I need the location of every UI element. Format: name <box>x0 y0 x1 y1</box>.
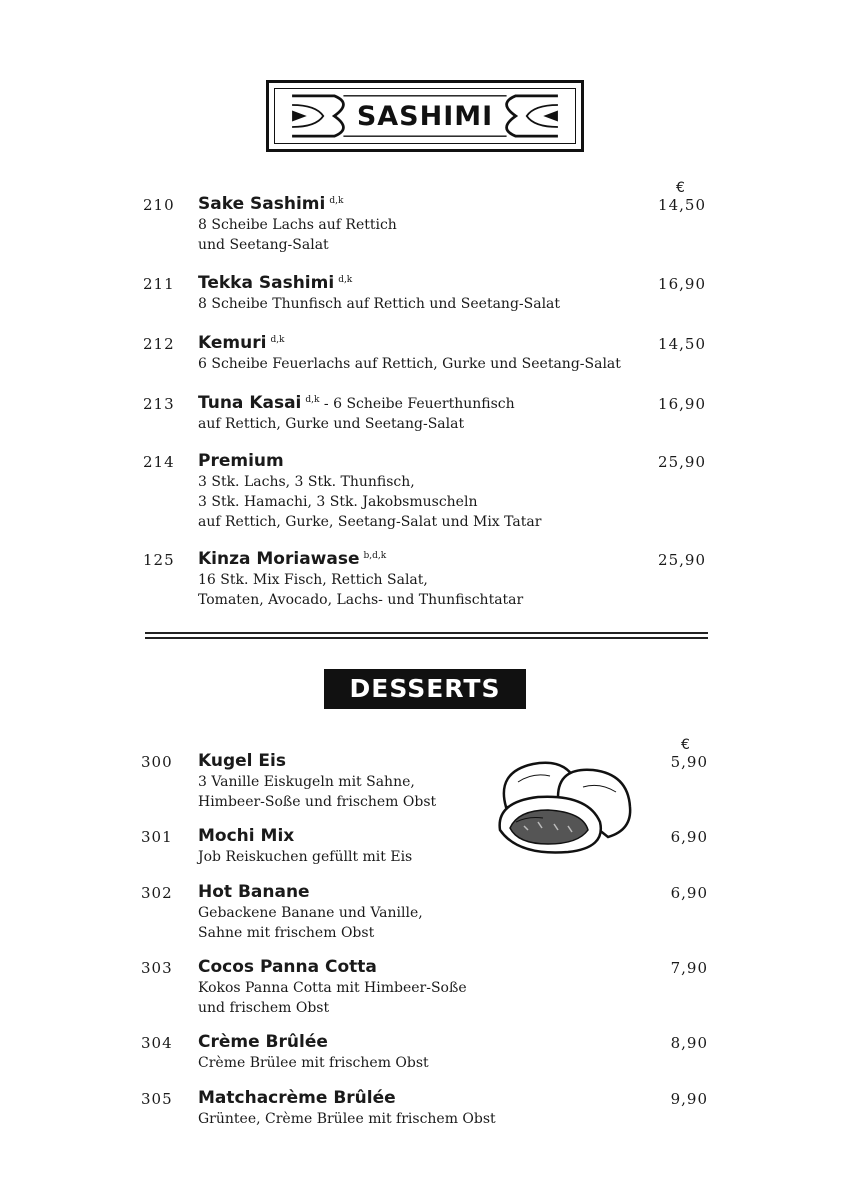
item-inline-description: - 6 Scheibe Feuerthunfisch <box>323 396 515 412</box>
item-price: 7,90 <box>670 959 708 977</box>
description-line: auf Rettich, Gurke, Seetang-Salat und Mix Tatar <box>198 514 542 530</box>
item-name-text: Matchacrème Brûlée <box>198 1088 396 1108</box>
item-price: 8,90 <box>670 1034 708 1052</box>
item-name <box>198 751 286 771</box>
item-price: 16,90 <box>658 395 706 413</box>
item-name <box>198 1032 328 1052</box>
item-number: 301 <box>141 828 173 846</box>
item-name <box>198 393 515 413</box>
item-description <box>198 978 467 1018</box>
sashimi-currency: € <box>676 180 685 196</box>
item-name-text: Kemuri <box>198 333 267 353</box>
item-name <box>198 194 343 214</box>
item-name-text: Cocos Panna Cotta <box>198 957 377 977</box>
item-name-text: Kinza Moriawase <box>198 549 360 569</box>
item-number: 212 <box>143 335 175 353</box>
description-line: Kokos Panna Cotta mit Himbeer-Soße <box>198 980 467 996</box>
item-name <box>198 826 294 846</box>
description-line: Sahne mit frischem Obst <box>198 925 375 941</box>
section-divider-bottom <box>145 637 708 639</box>
allergen-codes: b,d,k <box>363 551 387 561</box>
item-number: 300 <box>141 753 173 771</box>
description-line: Grüntee, Crème Brülee mit frischem Obst <box>198 1111 496 1127</box>
item-description <box>198 772 436 812</box>
item-name-text: Mochi Mix <box>198 826 295 846</box>
item-price: 14,50 <box>658 335 706 353</box>
desserts-currency: € <box>681 737 690 753</box>
description-line: Gebackene Banane und Vanille, <box>198 905 423 921</box>
description-line: 3 Stk. Hamachi, 3 Stk. Jakobsmuscheln <box>198 494 478 510</box>
item-name <box>198 882 310 902</box>
item-number: 214 <box>143 453 175 471</box>
description-line: 6 Scheibe Feuerlachs auf Rettich, Gurke und Seetang-Salat <box>198 356 621 372</box>
item-number: 213 <box>143 395 175 413</box>
item-number: 303 <box>141 959 173 977</box>
item-number: 305 <box>141 1090 173 1108</box>
item-number: 302 <box>141 884 173 902</box>
item-price: 14,50 <box>658 196 706 214</box>
item-description <box>198 215 397 255</box>
item-name <box>198 273 352 293</box>
item-description <box>198 472 541 532</box>
item-number: 304 <box>141 1034 173 1052</box>
description-line: 8 Scheibe Lachs auf Rettich <box>198 217 397 233</box>
item-description <box>198 847 412 867</box>
item-price: 25,90 <box>658 453 706 471</box>
allergen-codes: d,k <box>338 275 353 285</box>
description-line: 3 Vanille Eiskugeln mit Sahne, <box>198 774 415 790</box>
item-price: 25,90 <box>658 551 706 569</box>
item-description <box>198 354 621 374</box>
item-description <box>198 294 560 314</box>
item-description <box>198 903 423 943</box>
item-name-text: Hot Banane <box>198 882 310 902</box>
allergen-codes: d,k <box>305 395 320 405</box>
description-line: auf Rettich, Gurke und Seetang-Salat <box>198 416 465 432</box>
item-price: 6,90 <box>670 884 708 902</box>
item-name <box>198 549 386 569</box>
description-line: 8 Scheibe Thunfisch auf Rettich und Seetang-Salat <box>198 296 561 312</box>
item-price: 5,90 <box>670 753 708 771</box>
item-number: 125 <box>143 551 175 569</box>
item-name-text: Tekka Sashimi <box>198 273 335 293</box>
item-name <box>198 333 285 353</box>
item-number: 210 <box>143 196 175 214</box>
item-description <box>198 414 464 434</box>
item-price: 6,90 <box>670 828 708 846</box>
sashimi-banner <box>266 80 584 152</box>
allergen-codes: d,k <box>329 196 344 206</box>
item-name <box>198 1088 396 1108</box>
item-name <box>198 957 377 977</box>
item-name-text: Sake Sashimi <box>198 194 326 214</box>
item-description <box>198 1109 496 1129</box>
sashimi-title: SASHIMI <box>356 101 494 132</box>
description-line: Job Reiskuchen gefüllt mit Eis <box>198 849 413 865</box>
allergen-codes: d,k <box>270 335 285 345</box>
item-description <box>198 1053 429 1073</box>
item-name-text: Kugel Eis <box>198 751 286 771</box>
item-description <box>198 570 523 610</box>
desserts-title: DESSERTS <box>324 669 526 709</box>
item-name-text: Premium <box>198 451 284 471</box>
section-divider-top <box>145 632 708 634</box>
description-line: Tomaten, Avocado, Lachs- und Thunfischtatar <box>198 592 524 608</box>
item-number: 211 <box>143 275 175 293</box>
item-price: 9,90 <box>670 1090 708 1108</box>
item-name <box>198 451 284 471</box>
description-line: 16 Stk. Mix Fisch, Rettich Salat, <box>198 572 428 588</box>
mochi-illustration <box>488 752 638 862</box>
description-line: Crème Brülee mit frischem Obst <box>198 1055 429 1071</box>
description-line: Himbeer-Soße und frischem Obst <box>198 794 437 810</box>
item-price: 16,90 <box>658 275 706 293</box>
item-name-text: Crème Brûlée <box>198 1032 328 1052</box>
description-line: und Seetang-Salat <box>198 237 329 253</box>
description-line: und frischem Obst <box>198 1000 330 1016</box>
description-line: 3 Stk. Lachs, 3 Stk. Thunfisch, <box>198 474 415 490</box>
item-name-text: Tuna Kasai <box>198 393 302 413</box>
